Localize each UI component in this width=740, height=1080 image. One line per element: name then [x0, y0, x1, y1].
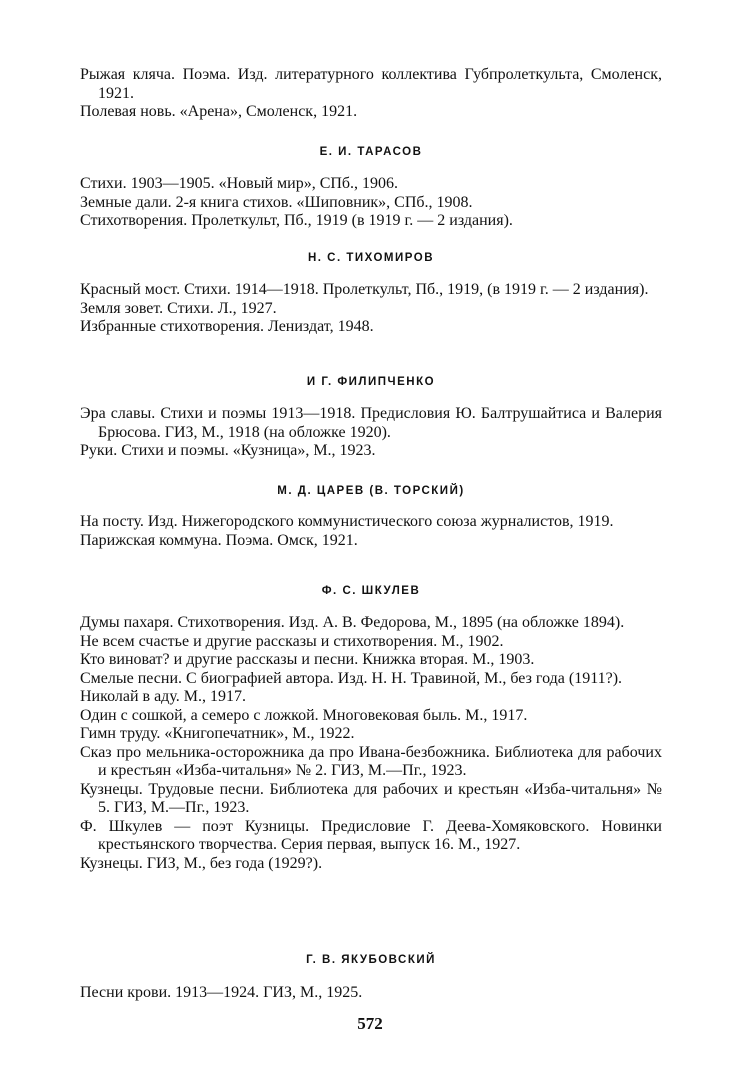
bib-entry: Руки. Стихи и поэмы. «Кузница», М., 1923.: [80, 442, 376, 459]
bib-entry: Кузнецы. ГИЗ, М., без года (1929?).: [80, 854, 323, 872]
author-heading: И Г. ФИЛИПЧЕНКО: [306, 376, 436, 388]
section-shkulev: [80, 614, 662, 873]
bib-entry: Один с сошкой, а семеро с ложкой. Многовековая быль. М., 1917.: [80, 706, 528, 724]
bib-entry: Думы пахаря. Стихотворения. Изд. А. В. Федорова, М., 1895 (на обложке 1894).: [80, 614, 625, 631]
section-continuation: [80, 66, 662, 122]
bib-entry: Песни крови. 1913—1924. ГИЗ, М., 1925.: [80, 984, 363, 1001]
author-heading: Е. И. ТАРАСОВ: [319, 146, 423, 158]
bib-entry: Не всем счастье и другие рассказы и стихотворения. М., 1902.: [80, 632, 504, 650]
bib-entry: Смелые песни. С биографией автора. Изд. Н. Н. Травиной, М., без года (1911?).: [80, 669, 623, 687]
bib-entry: Кто виноват? и другие рассказы и песни. Книжка вторая. М., 1903.: [80, 651, 535, 668]
bib-entry: Рыжая кляча. Поэма. Изд. литературного коллектива Губпролеткульта, Смоленск, 1921.: [80, 66, 662, 102]
bib-entry: На посту. Изд. Нижегородского коммунистического союза журналистов, 1919.: [80, 513, 614, 530]
section-tarasov: [80, 175, 662, 231]
section-tsarev: [80, 513, 662, 550]
author-heading: Ф. С. ШКУЛЕВ: [321, 585, 421, 597]
section-filipchenko: [80, 405, 662, 461]
bib-entry: Ф. Шкулев — поэт Кузницы. Предисловие Г. Деева-Хомяковского. Новинки крестьянского творчества. Серия первая, выпуск 16. М., 1927.: [80, 817, 662, 853]
bib-entry: Земля зовет. Стихи. Л., 1927.: [80, 299, 277, 317]
page-number: 572: [357, 1014, 383, 1033]
author-heading: Н. С. ТИХОМИРОВ: [307, 252, 435, 264]
bib-entry: Стихи. 1903—1905. «Новый мир», СПб., 1906.: [80, 175, 399, 192]
bib-entry: Парижская коммуна. Поэма. Омск, 1921.: [80, 531, 358, 549]
bib-entry: Эра славы. Стихи и поэмы 1913—1918. Предисловия Ю. Балтрушайтиса и Валерия Брюсова. ГИЗ, М., 1918 (на обложке 1920).: [80, 405, 662, 441]
bib-entry: Стихотворения. Пролеткульт, Пб., 1919 (в 1919 г. — 2 издания).: [80, 212, 513, 229]
bib-entry: Земные дали. 2-я книга стихов. «Шиповник», СПб., 1908.: [80, 193, 473, 211]
bib-entry: Красный мост. Стихи. 1914—1918. Пролеткульт, Пб., 1919, (в 1919 г. — 2 издания).: [80, 281, 649, 298]
author-heading: Г. В. ЯКУБОВСКИЙ: [306, 954, 436, 966]
bib-entry: Избранные стихотворения. Лениздат, 1948.: [80, 318, 374, 335]
bib-entry: Сказ про мельника-осторожника да про Ивана-безбожника. Библиотека для рабочих и крестьян «Изба-читальня» № 2. ГИЗ, М.—Пг., 1923.: [80, 743, 662, 779]
bib-entry: Полевая новь. «Арена», Смоленск, 1921.: [80, 103, 358, 120]
bib-entry: Кузнецы. Трудовые песни. Библиотека для рабочих и крестьян «Изба-читальня» № 5. ГИЗ, М.—Пг., 1923.: [80, 780, 662, 816]
author-heading: М. Д. ЦАРЕВ (В. ТОРСКИЙ): [277, 485, 465, 497]
section-yakubovsky: [80, 984, 662, 1003]
bib-entry: Гимн труду. «Книгопечатник», М., 1922.: [80, 725, 355, 742]
bib-entry: Николай в аду. М., 1917.: [80, 688, 246, 705]
section-tikhomirov: [80, 281, 662, 337]
